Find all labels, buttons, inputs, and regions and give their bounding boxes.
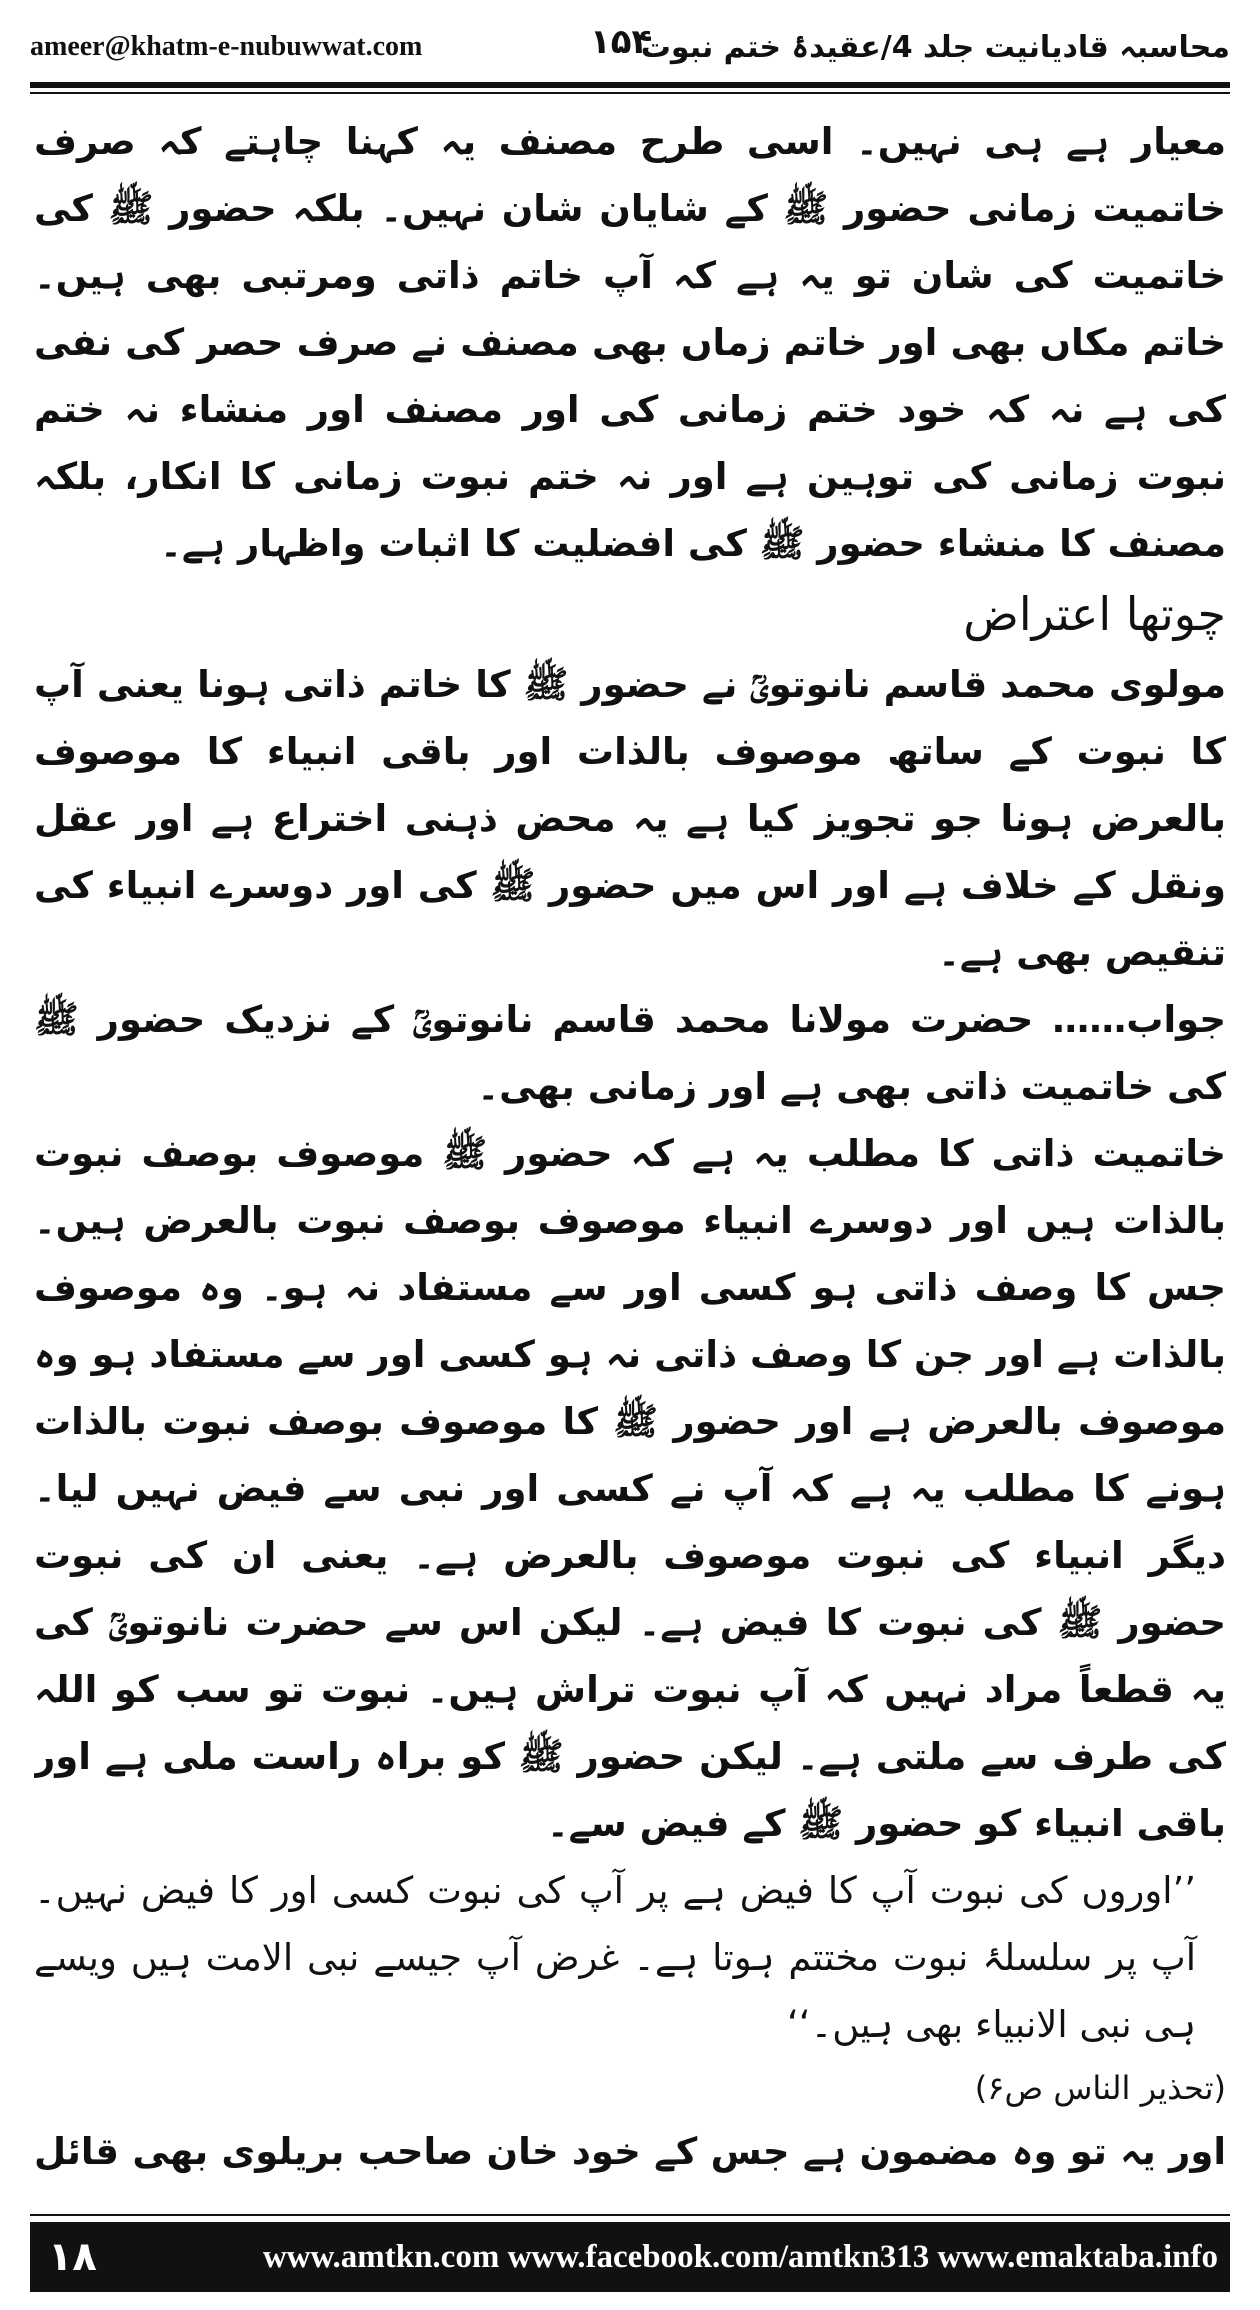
- citation-reference: (تحذیر الناس ص۶): [974, 2069, 1226, 2107]
- footer-page-number: ۱۸: [48, 2234, 97, 2280]
- header-book-title: محاسبہ قادیانیت جلد 4/عقیدۂ ختم نبوت: [640, 29, 1230, 65]
- section-heading: چوتھا اعتراض: [963, 587, 1226, 641]
- header-page-number: ۱۵۴: [590, 22, 653, 62]
- paragraph-answer: جواب…… حضرت مولانا محمد قاسم نانوتویؒ کے نزدیک حضور ﷺ کی خاتمیت ذاتی بھی ہے اور زمانی بھی۔: [34, 998, 1226, 1108]
- quotation: ’’اوروں کی نبوت آپ کا فیض ہے پر آپ کی نبوت کسی اور کا فیض نہیں۔ آپ پر سلسلۂ نبوت مختتم ہوتا ہے۔ غرض آپ جیسے نبی الامت ہیں ویسے ہی نبی الانبیاء بھی ہیں۔‘‘: [34, 1869, 1196, 2046]
- footer-website-links: www.amtkn.com www.facebook.com/amtkn313 www.emaktaba.info: [262, 2238, 1218, 2275]
- paragraph-explanation: خاتمیت ذاتی کا مطلب یہ ہے کہ حضور ﷺ موصوف بوصف نبوت بالذات ہیں اور دوسرے انبیاء موصوف بوصف نبوت بالعرض ہیں۔ جس کا وصف ذاتی ہو کسی اور سے مستفاد نہ ہو۔ وہ موصوف بالذات ہے اور جن کا وصف ذاتی نہ ہو کسی اور سے مستفاد ہو وہ موصوف بالعرض ہے اور حضور ﷺ کا موصوف بوصف نبوت بالذات ہونے کا مطلب یہ ہے کہ آپ نے کسی اور نبی سے فیض نہیں لیا۔ دیگر انبیاء کی نبوت موصوف بالعرض ہے۔ یعنی ان کی نبوت حضور ﷺ کی نبوت کا فیض ہے۔ لیکن اس سے حضرت نانوتویؒ کی یہ قطعاً مراد نہیں کہ آپ نبوت تراش ہیں۔ نبوت تو سب کو اللہ کی طرف سے ملتی ہے۔ لیکن حضور ﷺ کو براہ راست ملی ہے اور باقی انبیاء کو حضور ﷺ کے فیض سے۔: [34, 1132, 1226, 1845]
- footer-divider: [30, 2214, 1230, 2216]
- paragraph-intro: معیار ہے ہی نہیں۔ اسی طرح مصنف یہ کہنا چاہتے کہ صرف خاتمیت زمانی حضور ﷺ کے شایان شان نہیں۔ بلکہ حضور ﷺ کی خاتمیت کی شان تو یہ ہے کہ آپ خاتم ذاتی ومرتبی بھی ہیں۔ خاتم مکاں بھی اور خاتم زماں بھی مصنف نے صرف حصر کی نفی کی ہے نہ کہ خود ختم زمانی کی اور مصنف اور منشاء نہ ختم نبوت زمانی کی توہین ہے اور نہ ختم نبوت زمانی کا انکار، بلکہ مصنف کا منشاء حضور ﷺ کی افضلیت کا اثبات واظہار ہے۔: [34, 120, 1226, 565]
- page-footer: [30, 2222, 1230, 2292]
- page-header: [30, 22, 1230, 72]
- paragraph-objection: مولوی محمد قاسم نانوتویؒ نے حضور ﷺ کا خاتم ذاتی ہونا یعنی آپ کا نبوت کے ساتھ موصوف بالذات اور باقی انبیاء کا موصوف بالعرض ہونا جو تجویز کیا ہے یہ محض ذہنی اختراع ہے اور عقل ونقل کے خلاف ہے اور اس میں حضور ﷺ کی اور دوسرے انبیاء کی تنقیص بھی ہے۔: [34, 663, 1226, 974]
- header-divider-thin: [30, 92, 1230, 94]
- paragraph-closing: اور یہ تو وہ مضمون ہے جس کے خود خان صاحب بریلوی بھی قائل: [34, 2130, 1226, 2173]
- page-body: [34, 108, 1226, 2198]
- header-email: ameer@khatm-e-nubuwwat.com: [30, 31, 423, 62]
- header-divider: [30, 82, 1230, 88]
